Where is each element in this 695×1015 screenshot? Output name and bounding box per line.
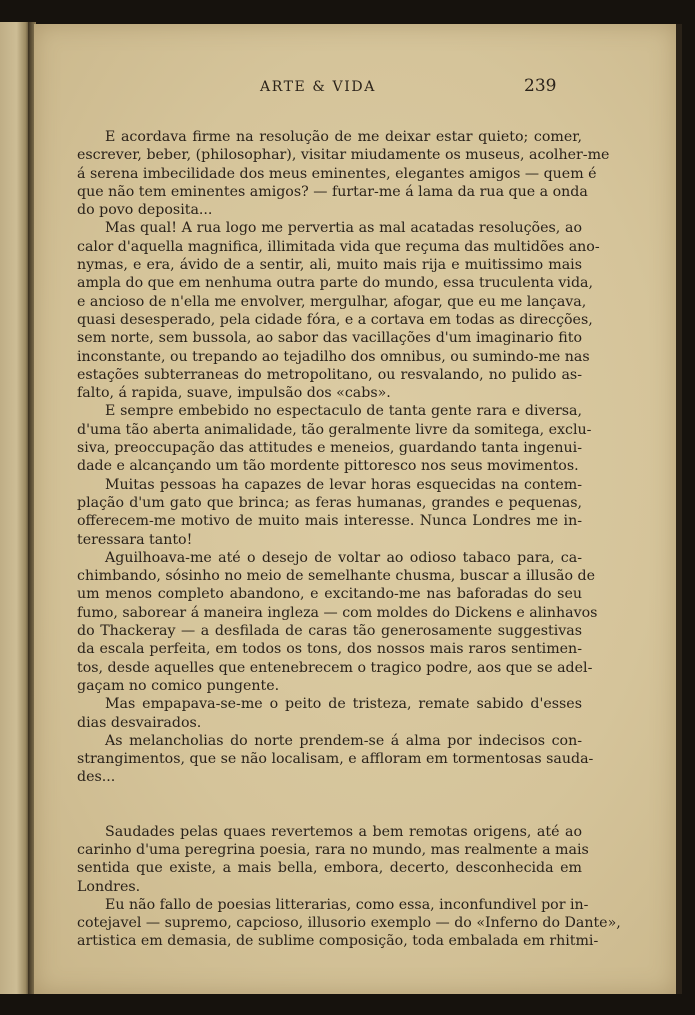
- text-line: Saudades pelas quaes revertemos a bem remotas origens, até ao: [105, 823, 582, 840]
- text-line: Muitas pessoas ha capazes de levar horas esquecidas na contem-: [105, 476, 582, 493]
- text-line: Aguilhoava-me até o desejo de voltar ao odioso tabaco para, ca-: [105, 549, 582, 566]
- text-line: des...: [77, 769, 116, 786]
- paragraph: [77, 219, 600, 402]
- text-line: Mas empapava-se-me o peito de tristeza, remate sabido d'esses: [105, 696, 582, 713]
- text-line: strangimentos, que se não localisam, e affloram em tormentosas sauda-: [77, 751, 594, 768]
- paragraph: [77, 896, 621, 951]
- body-text: [77, 128, 621, 951]
- text-line: do Thackeray — a desfilada de caras tão generosamente suggestivas: [77, 623, 582, 640]
- facing-page-edge: [0, 22, 30, 994]
- text-line: fumo, saborear á maneira ingleza — com moldes do Dickens e alinhavos: [77, 604, 598, 621]
- text-line: As melancholias do norte prendem-se á alma por indecisos con-: [105, 732, 582, 749]
- text-line: sentida que existe, a mais bella, embora, decerto, desconhecida em: [77, 860, 582, 877]
- text-line: carinho d'uma peregrina poesia, rara no mundo, mas realmente a mais: [77, 841, 589, 858]
- paragraph: [77, 823, 589, 896]
- text-line: teressara tanto!: [77, 531, 193, 548]
- text-line: offerecem-me motivo de muito mais interesse. Nunca Londres me in-: [77, 513, 582, 530]
- text-line: siva, preoccupação das attitudes e meneios, guardando tanta ingenui-: [77, 440, 582, 457]
- text-line: quasi desesperado, pela cidade fóra, e a cortava em todas as direcções,: [77, 311, 593, 328]
- text-line: plação d'um gato que brinca; as feras humanas, grandes e pequenas,: [77, 494, 582, 511]
- text-line: á serena imbecilidade dos meus eminentes, elegantes amigos — quem é: [77, 165, 597, 182]
- text-line: gaçam no comico pungente.: [77, 677, 280, 694]
- page-number: 239: [524, 76, 557, 96]
- text-line: artistica em demasia, de sublime composição, toda embalada em rhitmi-: [77, 933, 599, 950]
- text-line: inconstante, ou trepando ao tejadilho dos omnibus, ou sumindo-me nas: [77, 348, 590, 365]
- text-line: e ancioso de n'ella me envolver, mergulhar, afogar, que eu me lançava,: [77, 293, 587, 310]
- text-line: Londres.: [77, 878, 141, 895]
- text-line: sem norte, sem bussola, ao sabor das vacillações d'um imaginario fito: [77, 330, 582, 347]
- text-line: estações subterraneas do metropolitano, ou resvalando, no pulido as-: [77, 366, 582, 383]
- text-line: dade e alcançando um tão mordente pittoresco nos seus movimentos.: [77, 458, 579, 475]
- paragraph: [77, 402, 592, 475]
- text-line: dias desvairados.: [77, 714, 202, 731]
- text-line: tos, desde aquelles que entenebrecem o tragico podre, aos que se adel-: [77, 659, 593, 676]
- text-line: falto, á rapida, suave, impulsão dos «cabs».: [77, 385, 391, 402]
- running-head: ARTE & VIDA: [260, 79, 376, 95]
- text-line: calor d'aquella magnifica, illimitada vida que reçuma das multidões ano-: [77, 238, 600, 255]
- paragraph: [77, 695, 582, 732]
- book-page: [34, 24, 676, 994]
- text-line: da escala perfeita, em todos os tons, dos nossos mais raros sentimen-: [77, 641, 582, 658]
- section-break: [77, 787, 582, 823]
- paragraph: [77, 732, 594, 787]
- text-line: do povo deposita...: [77, 202, 213, 219]
- text-line: E sempre embebido no espectaculo de tanta gente rara e diversa,: [105, 403, 582, 420]
- text-line: Mas qual! A rua logo me pervertia as mal acatadas resoluções, ao: [105, 220, 582, 237]
- text-line: nymas, e era, ávido de a sentir, ali, muito mais rija e muitissimo mais: [77, 257, 582, 274]
- text-line: cotejavel — supremo, capcioso, illusorio exemplo — do «Inferno do Dante»,: [77, 915, 621, 932]
- text-line: E acordava firme na resolução de me deixar estar quieto; comer,: [105, 129, 582, 145]
- page-header: [34, 76, 676, 100]
- paragraph: [77, 549, 598, 695]
- page-right-edge: [676, 24, 682, 994]
- text-line: escrever, beber, (philosophar), visitar miudamente os museus, acolher-me: [77, 147, 610, 164]
- text-line: chimbando, sósinho no meio de semelhante chusma, buscar a illusão de: [77, 568, 595, 585]
- paragraph: [77, 128, 610, 219]
- text-line: que não tem eminentes amigos? — furtar-me á lama da rua que a onda: [77, 183, 588, 200]
- text-line: ampla do que em nenhuma outra parte do mundo, essa truculenta vida,: [77, 275, 594, 292]
- text-line: um menos completo abandono, e excitando-me nas baforadas do seu: [77, 586, 582, 603]
- text-line: d'uma tão aberta animalidade, tão geralmente livre da somitega, exclu-: [77, 421, 592, 438]
- text-line: Eu não fallo de poesias litterarias, como essa, inconfundivel por in-: [105, 896, 589, 913]
- paragraph: [77, 476, 582, 549]
